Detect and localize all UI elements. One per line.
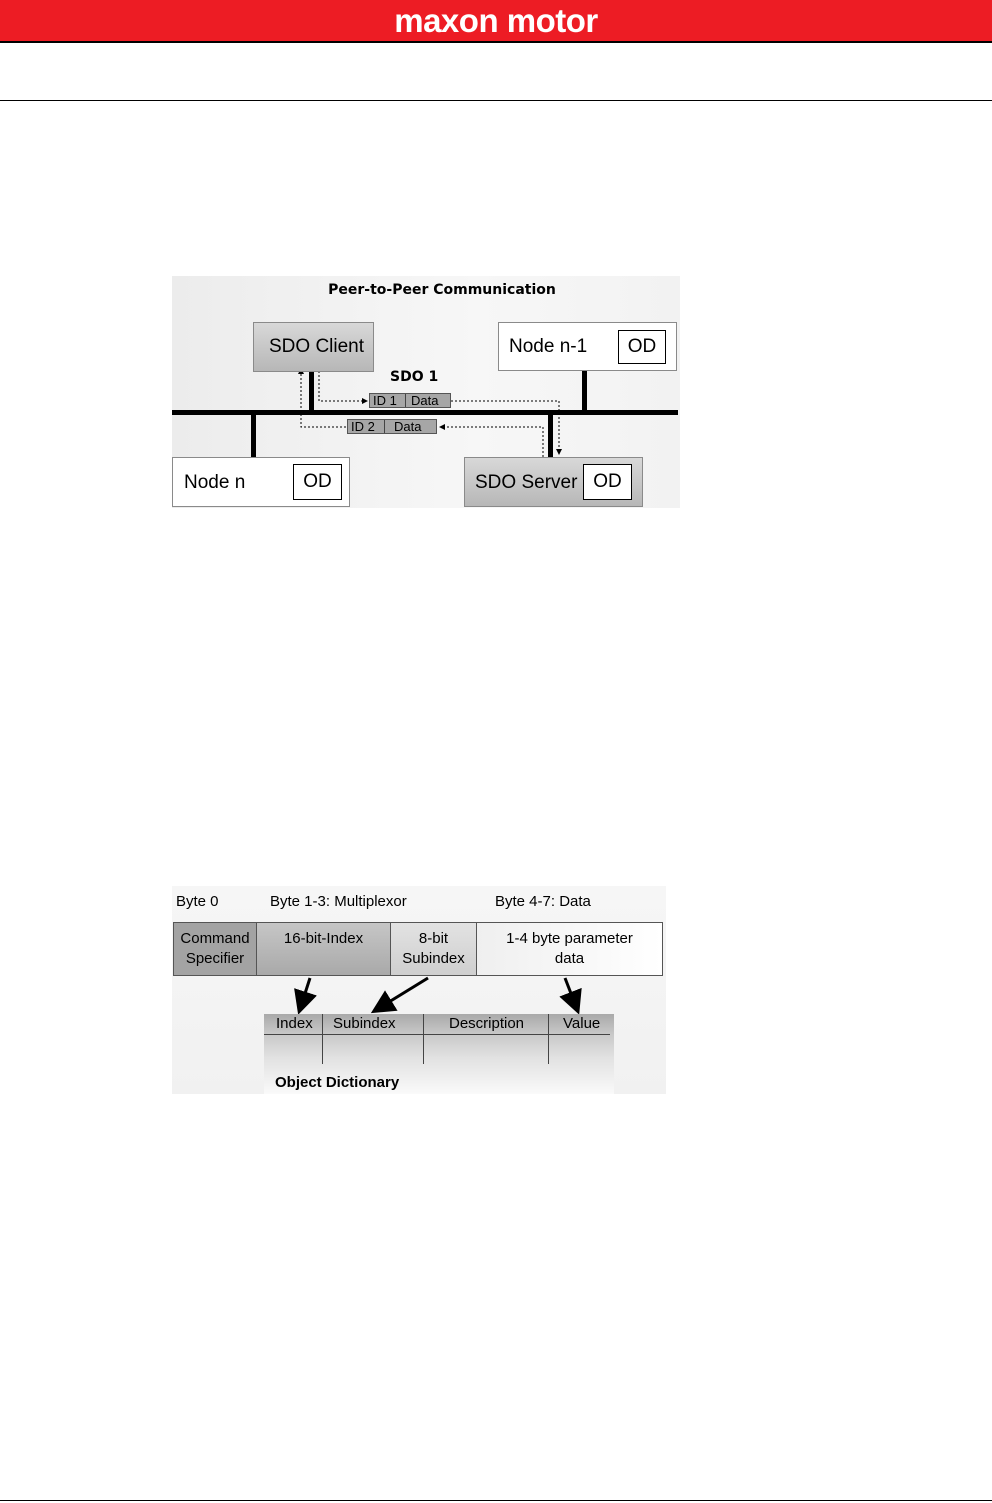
sdo-client-box (253, 322, 374, 372)
index-arrow (300, 978, 310, 1009)
header-divider (0, 41, 992, 43)
index-label: 16-bit-Index (283, 930, 364, 947)
od-col-value: Value (563, 1015, 601, 1032)
sdo-client-label: SDO Client (269, 336, 365, 357)
od-box: OD (293, 464, 342, 500)
value-arrow (565, 978, 577, 1009)
frame-id2-id: ID 2 (351, 419, 375, 434)
frame-id1-id: ID 1 (373, 393, 397, 408)
can-bus-line (172, 410, 678, 415)
request-path (319, 371, 367, 401)
server-stub (548, 415, 553, 457)
od-box: OD (618, 330, 666, 364)
header-underline (264, 1034, 610, 1035)
node-n-minus-1-label: Node n-1 (509, 336, 588, 357)
frame-id2-data: Data (394, 419, 422, 434)
node-n-1-stub (582, 371, 587, 410)
byte0-header: Byte 0 (176, 893, 219, 910)
object-dictionary-title: Object Dictionary (275, 1074, 400, 1091)
od-col-index: Index (276, 1015, 313, 1032)
bottom-rule (0, 1500, 992, 1501)
node-n-box (172, 457, 350, 507)
figure-title: Peer-to-Peer Communication (328, 282, 556, 298)
frame-divider (384, 420, 385, 433)
response-path (440, 427, 543, 457)
frame-id1 (369, 393, 451, 408)
column-divider (548, 1014, 549, 1064)
frame-divider (405, 394, 406, 407)
sdo-server-label: SDO Server (475, 472, 578, 493)
frame-id2 (347, 419, 437, 434)
frame-id1-data: Data (411, 393, 439, 408)
data-label: 1-4 byte parameter data (506, 930, 633, 967)
multiplexor-header: Byte 1-3: Multiplexor (270, 893, 407, 910)
sdo-server-box (464, 457, 643, 507)
sdo-1-label: SDO 1 (390, 369, 439, 385)
data-header: Byte 4-7: Data (495, 893, 591, 910)
client-stub (309, 371, 314, 410)
column-divider (423, 1014, 424, 1064)
subindex-arrow (376, 978, 428, 1010)
subindex-label: 8-bit Subindex (402, 930, 465, 967)
brand-logo: maxon motor (394, 2, 598, 39)
sdo-frame-figure (172, 886, 666, 1094)
response-path-2 (301, 369, 346, 427)
node-n-label: Node n (184, 472, 246, 493)
node-n-stub (251, 415, 256, 457)
node-n-minus-1-box (498, 322, 677, 371)
od-col-subindex: Subindex (333, 1015, 396, 1032)
column-divider (322, 1014, 323, 1064)
top-rule (0, 100, 992, 101)
od-box: OD (583, 464, 632, 500)
command-specifier-label: Command Specifier (180, 930, 250, 967)
od-col-description: Description (449, 1015, 525, 1032)
peer-to-peer-figure (172, 276, 680, 508)
